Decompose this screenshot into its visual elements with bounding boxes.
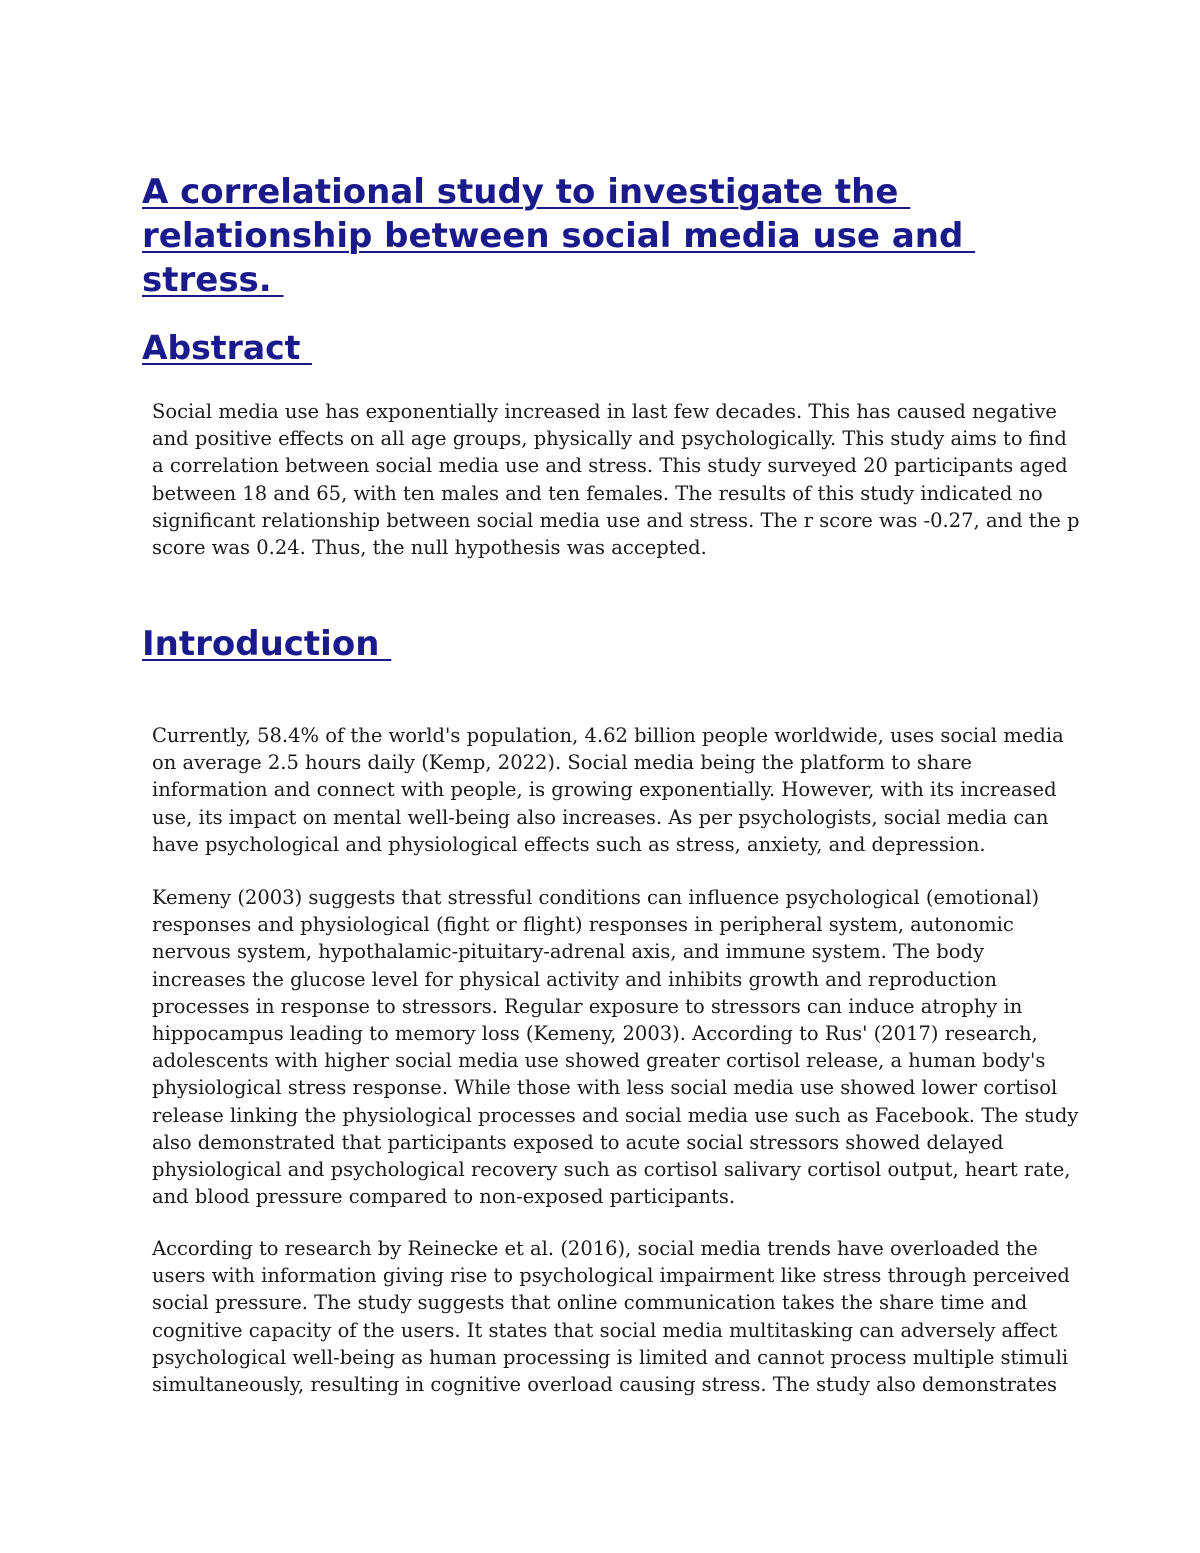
introduction-paragraph-3: According to research by Reinecke et al. (2016), social media trends have overloaded the users with information giving rise to psychological impairment like stress through perceived social pressure. The study suggests that online communication takes the share time and cognitive capacity of the users. It states that social media multitasking can adversely affect psychological well-being as human processing is limited and cannot process multiple stimuli simultaneously, resulting in cognitive overload causing stress. The study also demonstrates xyxy=(152,1237,1070,1397)
abstract-heading: Abstract xyxy=(142,328,312,367)
introduction-paragraph-2: Kemeny (2003) suggests that stressful conditions can influence psychological (emotional) responses and physiological (fight or flight) responses in peripheral system, autonomic nervous system, hypothalamic-pituitary-adrenal axis, and immune system. The body increases the glucose level for physical activity and inhibits growth and reproduction processes in response to stressors. Regular exposure to stressors can induce atrophy in hippocampus leading to memory loss (Kemeny, 2003). According to Rus' (2017) research, adolescents with higher social media use showed greater cortisol release, a human body's physiological stress response. While those with less social media use showed lower cortisol release linking the physiological processes and social media use such as Facebook. The study also demonstrated that participants exposed to acute social stressors showed delayed physiological and psychological recovery such as cortisol salivary cortisol output, heart rate, and blood pressure compared to non-exposed participants. xyxy=(152,886,1079,1209)
abstract-paragraph: Social media use has exponentially increased in last few decades. This has caused negative and positive effects on all age groups, physically and psychologically. This study aims to find a correlation between social media use and stress. This study surveyed 20 participants aged between 18 and 65, with ten males and ten females. The results of this study indicated no significant relationship between social media use and stress. The r score was -0.27, and the p score was 0.24. Thus, the null hypothesis was accepted. xyxy=(152,400,1080,560)
document-title: A correlational study to investigate the relationship between social media use and stress. xyxy=(142,172,964,300)
introduction-paragraph-1: Currently, 58.4% of the world's population, 4.62 billion people worldwide, uses social media on average 2.5 hours daily (Kemp, 2022). Social media being the platform to share information and connect with people, is growing exponentially. However, with its increased use, its impact on mental well-being also increases. As per psychologists, social media can have psychological and physiological effects such as stress, anxiety, and depression. xyxy=(152,724,1064,856)
introduction-heading: Introduction xyxy=(142,624,392,664)
